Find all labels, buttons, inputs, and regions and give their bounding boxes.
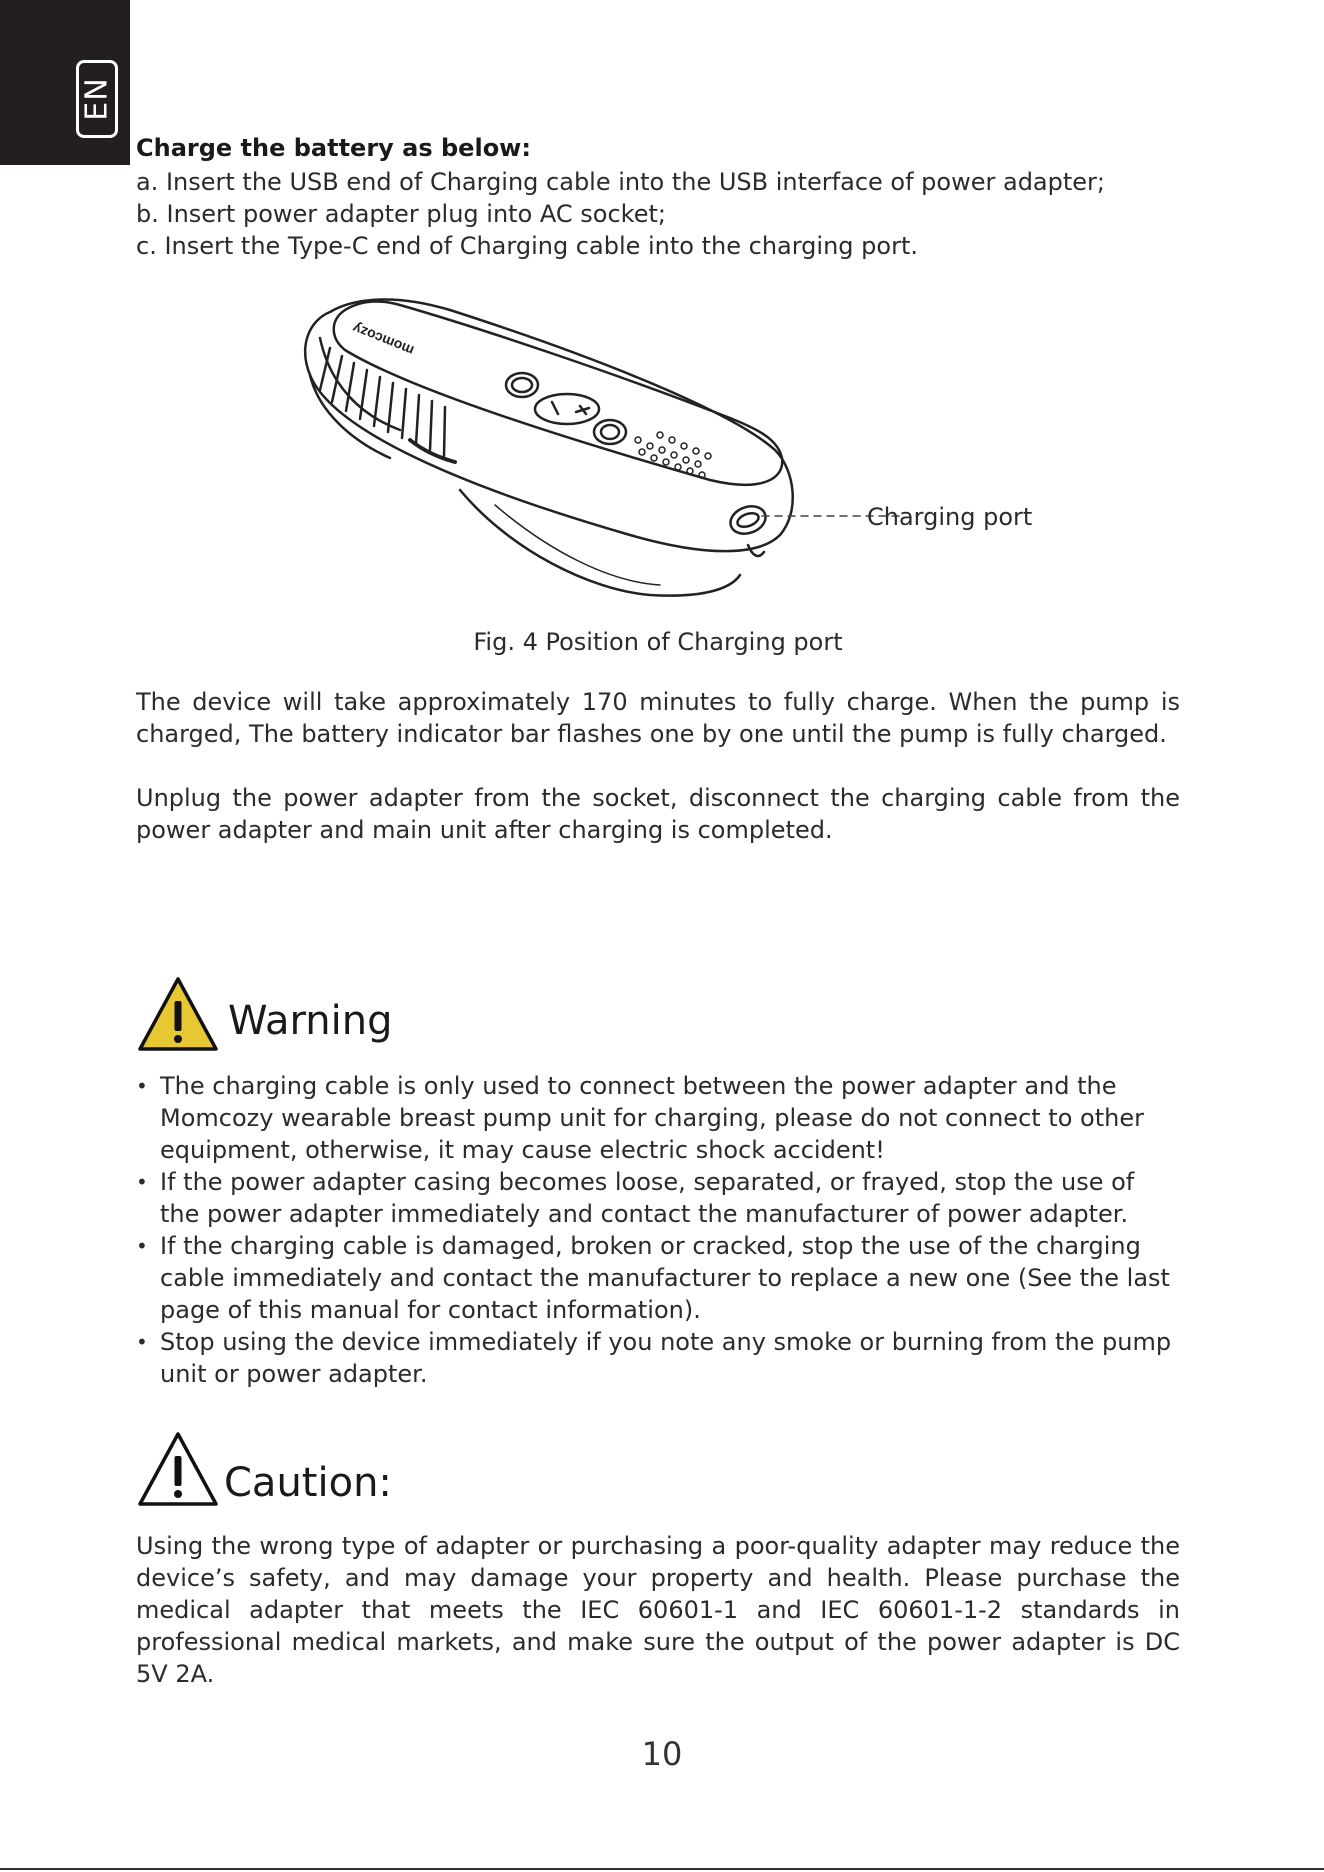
bottom-divider [0,1868,1324,1870]
charge-step-c: c. Insert the Type-C end of Charging cable into the charging port. [136,232,918,260]
charging-port-label: Charging port [867,503,1033,531]
charge-heading: Charge the battery as below: [136,134,531,162]
breast-pump-drawing [290,290,1060,600]
page-number: 10 [641,1735,683,1773]
charging-time-paragraph: The device will take approximately 170 minutes to fully charge. When the pump is charged, The battery indicator bar flashes one by one until the pump is fully charged. [136,688,1180,748]
warning-title: Warning [228,998,393,1044]
warning-item: • If the charging cable is damaged, broken or cracked, stop the use of the charging cable immediately and contact the manufacturer to replace a new one (See the last page of this manual for contact information). [136,1230,1180,1326]
brand-logo-text: momcozy [350,320,417,360]
unplug-paragraph: Unplug the power adapter from the socket, disconnect the charging cable from the power adapter and main unit after charging is completed. [136,784,1180,844]
caution-triangle-icon [136,1430,220,1510]
charge-step-a: a. Insert the USB end of Charging cable into the USB interface of power adapter; [136,168,1105,196]
caution-title: Caution: [224,1460,392,1506]
charge-step-b: b. Insert power adapter plug into AC socket; [136,200,666,228]
figure-caption: Fig. 4 Position of Charging port [473,628,843,656]
caution-paragraph: Using the wrong type of adapter or purchasing a poor-quality adapter may reduce the device’s safety, and may damage your property and health. Please purchase the medical adapter that meets the IEC 60601-1 and IEC 60601-1-2 standards in professional medical markets, and make sure the output of the power adapter is DC 5V 2A. [136,1532,1180,1688]
pump-illustration [290,290,1060,600]
charge-steps [136,166,1180,262]
language-tab [0,0,130,165]
warning-triangle-icon [136,975,220,1055]
warning-item: • The charging cable is only used to connect between the power adapter and the Momcozy wearable breast pump unit for charging, please do not connect to other equipment, otherwise, it may cause electric shock accident! [136,1070,1180,1166]
warning-item: • If the power adapter casing becomes loose, separated, or frayed, stop the use of the power adapter immediately and contact the manufacturer of power adapter. [136,1166,1180,1230]
language-label: EN [79,77,115,121]
warning-list [136,1070,1180,1390]
warning-item: • Stop using the device immediately if you note any smoke or burning from the pump unit or power adapter. [136,1326,1180,1390]
